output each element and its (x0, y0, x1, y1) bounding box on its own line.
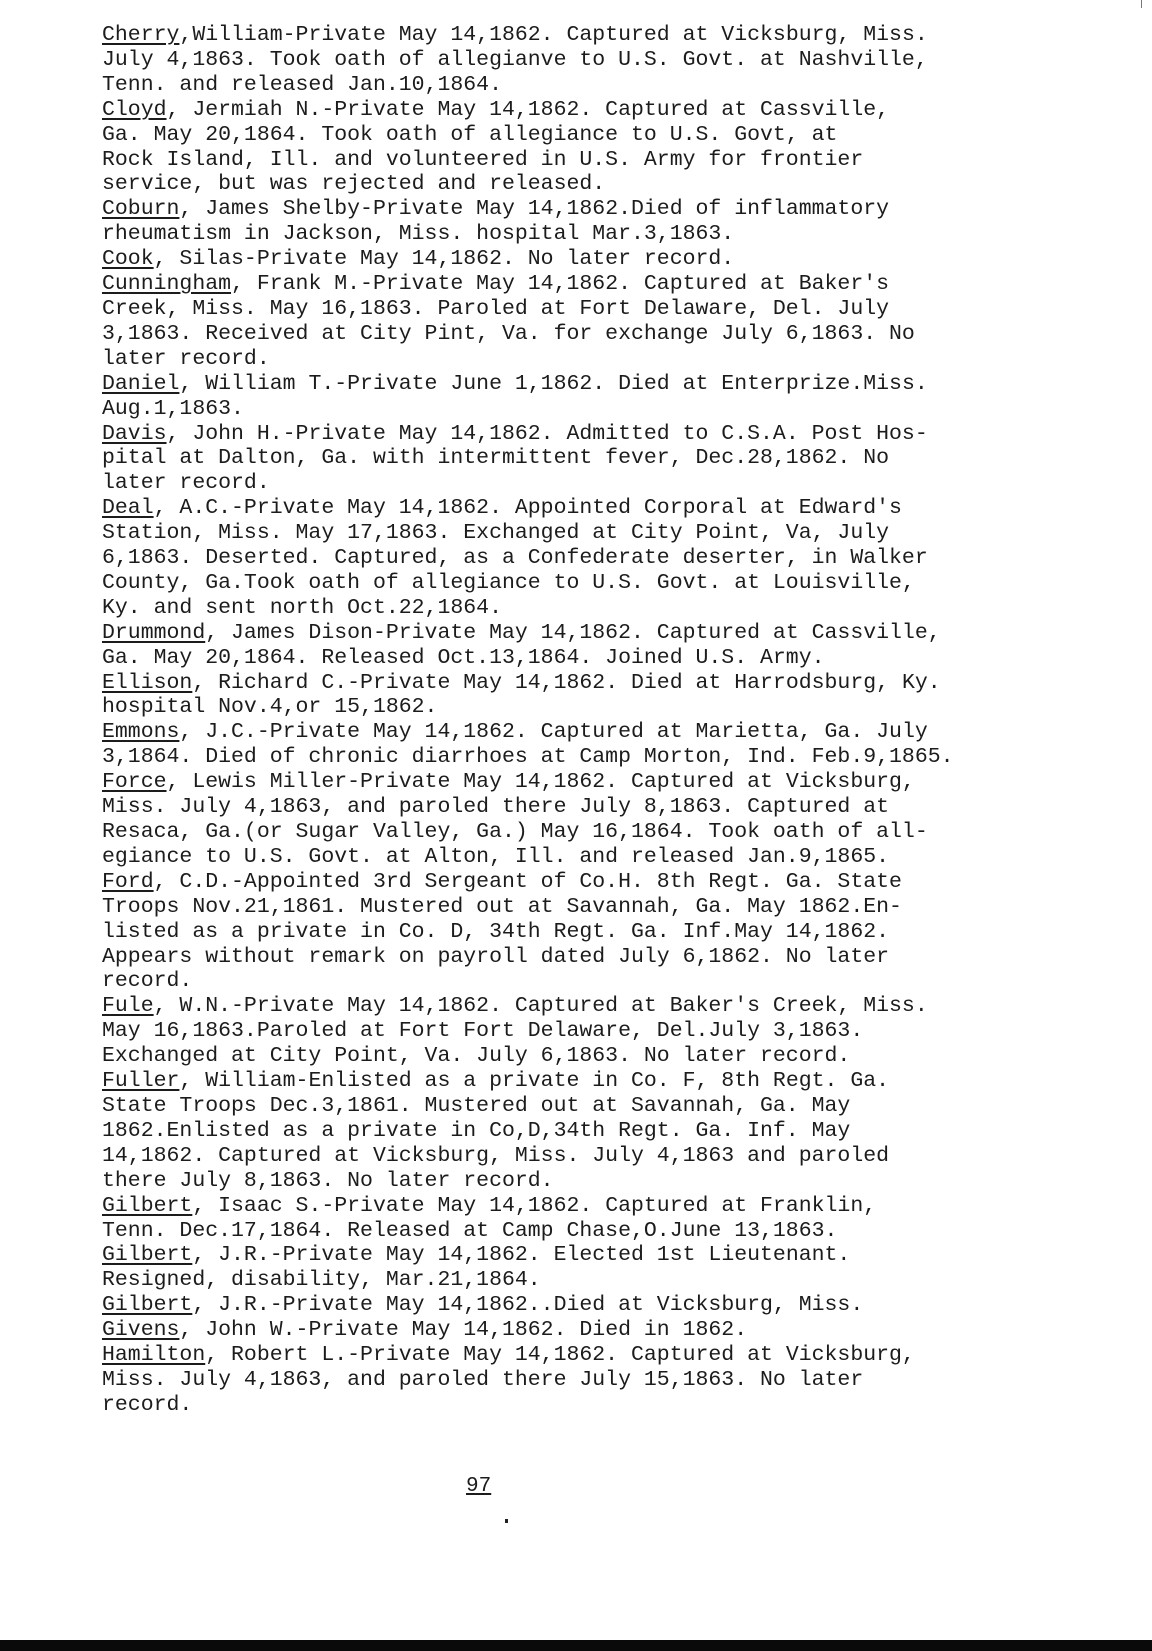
roster-entry (102, 272, 1142, 372)
entry-text: Resigned, disability, Mar.21,1864. (102, 1268, 541, 1293)
entry-text: 14,1862. Captured at Vicksburg, Miss. July 4,1863 and paroled (102, 1143, 890, 1168)
roster-entry (102, 1243, 1142, 1293)
entry-surname: Drummond (102, 620, 206, 645)
page-dot-mark (505, 1519, 508, 1523)
entry-line (102, 795, 1142, 820)
entry-line (102, 969, 1142, 994)
entry-text: , A.C.-Private May 14,1862. Appointed Corporal at Edward's (153, 496, 902, 521)
entry-line (102, 546, 1142, 571)
entry-surname: Deal (102, 496, 154, 521)
entry-text: Troops Nov.21,1861. Mustered out at Savannah, Ga. May 1862.En- (102, 894, 902, 919)
entry-text: , Isaac S.-Private May 14,1862. Captured at Franklin, (192, 1193, 877, 1218)
entry-text: there July 8,1863. No later record. (102, 1168, 554, 1193)
entry-text: 3,1864. Died of chronic diarrhoes at Camp Morton, Ind. Feb.9,1865. (102, 745, 954, 770)
entry-text: later record. (102, 471, 270, 496)
roster-entry (102, 994, 1142, 1069)
roster-entry (102, 1069, 1142, 1194)
entry-line (102, 646, 1142, 671)
entry-surname: Hamilton (102, 1343, 206, 1368)
entry-line (102, 372, 1142, 397)
entry-line (102, 621, 1142, 646)
entry-text: May 16,1863.Paroled at Fort Fort Delaware, Del.July 3,1863. (102, 1019, 864, 1044)
roster-entry (102, 1293, 1142, 1318)
roster-entry (102, 247, 1142, 272)
entry-line (102, 745, 1142, 770)
scan-bottom-border (0, 1640, 1152, 1651)
entry-surname: Givens (102, 1318, 180, 1343)
entry-surname: Fuller (102, 1069, 180, 1094)
entry-line (102, 1044, 1142, 1069)
entry-text: July 4,1863. Took oath of allegianve to U.S. Govt. at Nashville, (102, 47, 928, 72)
roster-entry (102, 98, 1142, 198)
entry-surname: Fule (102, 994, 154, 1019)
entry-line (102, 1144, 1142, 1169)
entry-line (102, 596, 1142, 621)
entry-line (102, 1169, 1142, 1194)
entry-line (102, 521, 1142, 546)
entry-line (102, 1094, 1142, 1119)
entry-line (102, 820, 1142, 845)
entry-line (102, 1069, 1142, 1094)
entry-text: State Troops Dec.3,1861. Mustered out at Savannah, Ga. May (102, 1093, 851, 1118)
entry-text: rheumatism in Jackson, Miss. hospital Mar.3,1863. (102, 222, 735, 247)
entry-line (102, 222, 1142, 247)
entry-text: hospital Nov.4,or 15,1862. (102, 695, 438, 720)
entry-line (102, 870, 1142, 895)
entry-text: , W.N.-Private May 14,1862. Captured at Baker's Creek, Miss. (153, 994, 928, 1019)
entry-text: , Frank M.-Private May 14,1862. Captured at Baker's (231, 272, 890, 297)
entry-text: Ga. May 20,1864. Released Oct.13,1864. Joined U.S. Army. (102, 645, 825, 670)
entry-surname: Cook (102, 247, 154, 272)
entry-text: pital at Dalton, Ga. with intermittent fever, Dec.28,1862. No (102, 446, 890, 471)
entry-text: 1862.Enlisted as a private in Co,D,34th Regt. Ga. Inf. May (102, 1118, 851, 1143)
entry-line (102, 1368, 1142, 1393)
entry-line (102, 322, 1142, 347)
entry-line (102, 23, 1142, 48)
entry-text: , James Shelby-Private May 14,1862.Died of inflammatory (179, 197, 890, 222)
roster-entry (102, 496, 1142, 621)
entry-text: 6,1863. Deserted. Captured, as a Confederate deserter, in Walker (102, 546, 928, 571)
entry-text: , Robert L.-Private May 14,1862. Captured at Vicksburg, (205, 1343, 915, 1368)
entry-text: , Richard C.-Private May 14,1862. Died at Harrodsburg, Ky. (192, 670, 941, 695)
entry-text: record. (102, 1392, 193, 1417)
roster-entry (102, 1318, 1142, 1343)
entry-surname: Daniel (102, 371, 180, 396)
entry-line (102, 1293, 1142, 1318)
entry-text: Tenn. and released Jan.10,1864. (102, 72, 502, 97)
entry-line (102, 1243, 1142, 1268)
entry-line (102, 297, 1142, 322)
entry-surname: Coburn (102, 197, 180, 222)
entry-line (102, 1318, 1142, 1343)
entry-text: Resaca, Ga.(or Sugar Valley, Ga.) May 16,1864. Took oath of all- (102, 820, 928, 844)
roster-entry (102, 720, 1142, 770)
entry-line (102, 920, 1142, 945)
entry-line (102, 1343, 1142, 1368)
entry-text: Appears without remark on payroll dated July 6,1862. No later (102, 944, 890, 969)
roster-entry (102, 1194, 1142, 1244)
page-number: 97 (466, 1475, 492, 1498)
roster-entry (102, 870, 1142, 995)
entry-text: , John W.-Private May 14,1862. Died in 1862. (179, 1318, 748, 1343)
entry-surname: Cunningham (102, 272, 232, 297)
entry-text: egiance to U.S. Govt. at Alton, Ill. and released Jan.9,1865. (102, 844, 890, 869)
entry-text: , William T.-Private June 1,1862. Died at Enterprize.Miss. (179, 371, 928, 396)
entry-line (102, 73, 1142, 98)
entry-line (102, 446, 1142, 471)
roster-entry (102, 1343, 1142, 1418)
entry-line (102, 671, 1142, 696)
entry-line (102, 123, 1142, 148)
entry-line (102, 422, 1142, 447)
entry-line (102, 471, 1142, 496)
entry-text: Miss. July 4,1863, and paroled there July 15,1863. No later (102, 1367, 864, 1392)
entry-text: Ky. and sent north Oct.22,1864. (102, 595, 502, 620)
entry-text: Tenn. Dec.17,1864. Released at Camp Chase,O.June 13,1863. (102, 1218, 838, 1243)
entry-line (102, 1194, 1142, 1219)
entry-text: listed as a private in Co. D, 34th Regt. Ga. Inf.May 14,1862. (102, 919, 890, 944)
entry-text: service, but was rejected and released. (102, 172, 606, 197)
entry-line (102, 272, 1142, 297)
entry-line (102, 845, 1142, 870)
entry-text: Miss. July 4,1863, and paroled there July 8,1863. Captured at (102, 795, 890, 820)
roster-entry (102, 621, 1142, 671)
roster-entry (102, 422, 1142, 497)
entry-line (102, 895, 1142, 920)
entry-surname: Ford (102, 869, 154, 894)
entry-text: , Jermiah N.-Private May 14,1862. Captured at Cassville, (166, 97, 890, 122)
entry-line (102, 172, 1142, 197)
entry-surname: Ellison (102, 670, 193, 695)
entry-line (102, 347, 1142, 372)
roster-entry (102, 197, 1142, 247)
entry-surname: Gilbert (102, 1243, 193, 1268)
entry-text: , William-Enlisted as a private in Co. F, 8th Regt. Ga. (179, 1069, 890, 1094)
entry-line (102, 1219, 1142, 1244)
entry-text: Exchanged at City Point, Va. July 6,1863. No later record. (102, 1044, 851, 1069)
entry-line (102, 197, 1142, 222)
roster-entry (102, 671, 1142, 721)
entry-line (102, 770, 1142, 795)
scan-edge-mark (1141, 0, 1142, 8)
entry-line (102, 496, 1142, 521)
roster-entries (102, 23, 1142, 1418)
entry-text: , J.R.-Private May 14,1862..Died at Vicksburg, Miss. (192, 1293, 864, 1318)
entry-line (102, 994, 1142, 1019)
roster-entry (102, 770, 1142, 870)
entry-line (102, 1268, 1142, 1293)
entry-text: , J.R.-Private May 14,1862. Elected 1st Lieutenant. (192, 1243, 851, 1268)
entry-surname: Davis (102, 421, 167, 446)
entry-text: , John H.-Private May 14,1862. Admitted to C.S.A. Post Hos- (166, 421, 928, 446)
roster-entry (102, 372, 1142, 422)
roster-entry (102, 23, 1142, 98)
entry-line (102, 98, 1142, 123)
entry-line (102, 695, 1142, 720)
entry-text: , J.C.-Private May 14,1862. Captured at Marietta, Ga. July (179, 720, 928, 745)
entry-text: record. (102, 969, 193, 994)
entry-text: ,William-Private May 14,1862. Captured at Vicksburg, Miss. (179, 23, 928, 47)
entry-line (102, 48, 1142, 73)
entry-line (102, 945, 1142, 970)
entry-text: later record. (102, 346, 270, 371)
entry-surname: Emmons (102, 720, 180, 745)
entry-text: Creek, Miss. May 16,1863. Paroled at Fort Delaware, Del. July (102, 296, 890, 321)
entry-line (102, 571, 1142, 596)
entry-surname: Cloyd (102, 97, 167, 122)
entry-line (102, 247, 1142, 272)
entry-line (102, 1019, 1142, 1044)
entry-line (102, 397, 1142, 422)
entry-surname: Gilbert (102, 1293, 193, 1318)
entry-line (102, 720, 1142, 745)
entry-surname: Force (102, 770, 167, 795)
entry-text: 3,1863. Received at City Pint, Va. for exchange July 6,1863. No (102, 321, 915, 346)
entry-text: , Lewis Miller-Private May 14,1862. Captured at Vicksburg, (166, 770, 915, 795)
entry-text: Station, Miss. May 17,1863. Exchanged at City Point, Va, July (102, 521, 890, 546)
entry-line (102, 1119, 1142, 1144)
entry-text: , James Dison-Private May 14,1862. Captured at Cassville, (205, 620, 941, 645)
entry-text: County, Ga.Took oath of allegiance to U.S. Govt. at Louisville, (102, 570, 915, 595)
entry-line (102, 1393, 1142, 1418)
entry-text: , C.D.-Appointed 3rd Sergeant of Co.H. 8th Regt. Ga. State (153, 869, 902, 894)
entry-surname: Cherry (102, 23, 180, 47)
entry-text: Rock Island, Ill. and volunteered in U.S. Army for frontier (102, 147, 864, 172)
entry-text: Ga. May 20,1864. Took oath of allegiance to U.S. Govt, at (102, 122, 838, 147)
entry-text: , Silas-Private May 14,1862. No later record. (153, 247, 735, 272)
entry-line (102, 148, 1142, 173)
entry-text: Aug.1,1863. (102, 396, 244, 421)
entry-surname: Gilbert (102, 1193, 193, 1218)
